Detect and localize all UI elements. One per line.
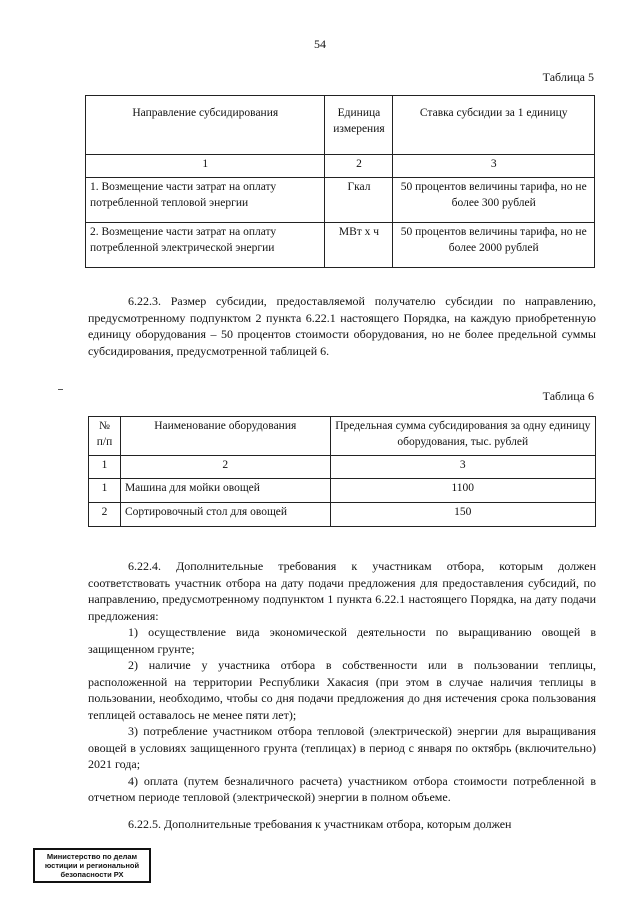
- table-row: [89, 479, 596, 503]
- table5-header-cell: Ставка субсидии за 1 единицу: [393, 96, 595, 155]
- equipment-name-cell: Машина для мойки овощей: [120, 479, 330, 503]
- margin-mark: [58, 389, 63, 390]
- requirement-item: 1) осуществление вида экономической деятельности по выращиванию овощей в защищенном грунте;: [88, 625, 596, 656]
- amount-cell: 150: [330, 503, 595, 527]
- table6-header-cell: Предельная сумма субсидирования за одну единицу оборудования, тыс. рублей: [330, 417, 595, 456]
- table6-number-cell: 2: [120, 456, 330, 479]
- table6: [88, 416, 596, 527]
- table5-header-row: [86, 96, 595, 155]
- table6-header-cell: Наименование оборудования: [120, 417, 330, 456]
- table6-caption: Таблица 6: [542, 389, 594, 403]
- table5: [85, 95, 595, 268]
- section-6-22-4-intro: 6.22.4. Дополнительные требования к участникам отбора, которым должен соответствовать участник отбора на дату подачи предложения для предоставления субсидий, по направлению, предусмотренному подпунктом 1 пункта 6.22.1 настоящего Порядка, на дату подачи предложения:: [88, 559, 596, 623]
- table-row: [89, 503, 596, 527]
- table5-header-cell: Единица измерения: [325, 96, 393, 155]
- table6-number-cell: 1: [89, 456, 121, 479]
- requirement-item: 4) оплата (путем безналичного расчета) участником отбора стоимости потребленной в отчетном периоде тепловой (электрической) энергии в полном объеме.: [88, 773, 596, 804]
- requirement-item: 3) потребление участником отбора тепловой (электрической) энергии для выращивания овощей в условиях защищенного грунта (теплицах) в период с января по октябрь (включительно) 2021 года;: [88, 724, 596, 771]
- table6-header-cell: № п/п: [89, 417, 121, 456]
- table5-number-cell: 3: [393, 155, 595, 178]
- table-row: [86, 223, 595, 268]
- equipment-name-cell: Сортировочный стол для овощей: [120, 503, 330, 527]
- table5-caption: Таблица 5: [542, 70, 594, 84]
- table5-number-cell: 2: [325, 155, 393, 178]
- table6-number-row: [89, 456, 596, 479]
- paragraph-6-22-5: 6.22.5. Дополнительные требования к участникам отбора, которым должен: [128, 817, 512, 831]
- paragraph-6-22-3: 6.22.3. Размер субсидии, предоставляемой получателю субсидии по направлению, предусмотренному подпунктом 2 пункта 6.22.1 настоящего Порядка, на каждую приобретенную единицу оборудования – 50 процентов стоимости оборудования, но не более предельной суммы субсидирования, предусмотренной таблицей 6.: [88, 294, 596, 358]
- row-number-cell: 2: [89, 503, 121, 527]
- unit-cell: Гкал: [325, 178, 393, 223]
- stamp-line: безопасности РХ: [60, 870, 124, 879]
- unit-cell: МВт х ч: [325, 223, 393, 268]
- rate-cell: 50 процентов величины тарифа, но не более 2000 рублей: [393, 223, 595, 268]
- table5-header-cell: Направление субсидирования: [86, 96, 325, 155]
- amount-cell: 1100: [330, 479, 595, 503]
- section-6-22-4: [88, 558, 596, 806]
- page-number: 54: [314, 37, 326, 51]
- row-number-cell: 1: [89, 479, 121, 503]
- direction-cell: 1. Возмещение части затрат на оплату потребленной тепловой энергии: [86, 178, 325, 223]
- requirement-item: 2) наличие у участника отбора в собственности или в пользовании теплицы, расположенной на территории Республики Хакасия (при этом в случае наличия теплицы в пользовании, необходимо, чтобы со дня подачи предложения до дня истечения срока пользования теплицей оставалось не менее пяти лет);: [88, 658, 596, 722]
- table6-number-cell: 3: [330, 456, 595, 479]
- ministry-stamp: [33, 848, 151, 883]
- table-row: [86, 178, 595, 223]
- table6-header-row: [89, 417, 596, 456]
- direction-cell: 2. Возмещение части затрат на оплату потребленной электрической энергии: [86, 223, 325, 268]
- rate-cell: 50 процентов величины тарифа, но не более 300 рублей: [393, 178, 595, 223]
- stamp-line: юстиции и региональной: [44, 861, 140, 870]
- table5-number-cell: 1: [86, 155, 325, 178]
- table5-number-row: [86, 155, 595, 178]
- stamp-line: Министерство по делам: [46, 852, 138, 861]
